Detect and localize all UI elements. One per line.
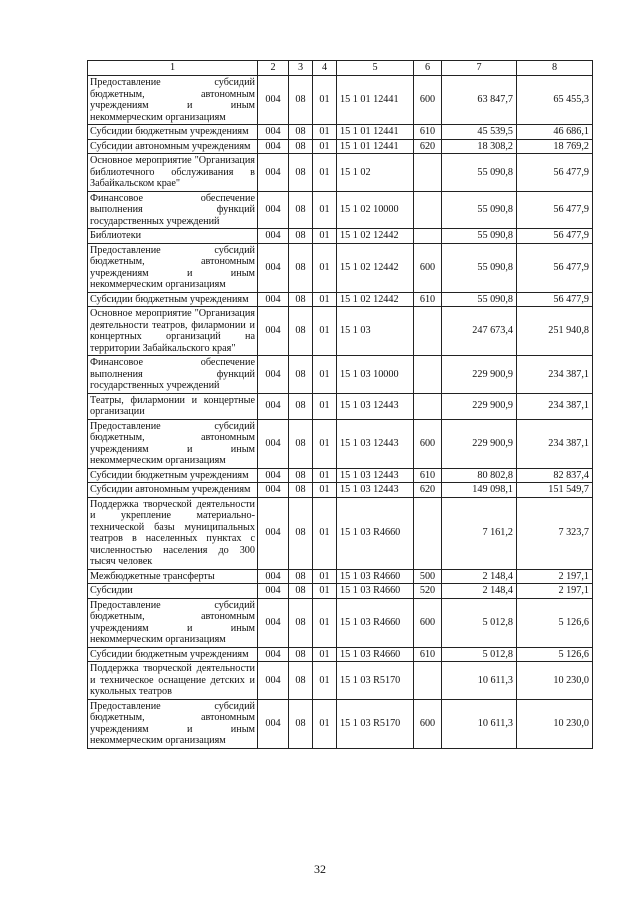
- target-article-code: 15 1 03 R4660: [337, 647, 414, 662]
- table-row: [88, 569, 593, 584]
- expense-type-code: 610: [414, 647, 442, 662]
- subsection-code: 01: [313, 584, 337, 599]
- subsection-code: 01: [313, 229, 337, 244]
- amount-year-1: 55 090,8: [442, 229, 517, 244]
- amount-year-2: 56 477,9: [517, 229, 593, 244]
- row-name: Поддержка творческой деятельности и техническое оснащение детских и кукольных театров: [88, 662, 258, 700]
- section-code: 08: [289, 292, 313, 307]
- target-article-code: 15 1 03 10000: [337, 356, 414, 394]
- target-article-code: 15 1 03 R4660: [337, 584, 414, 599]
- grbs-code: 004: [258, 569, 289, 584]
- target-article-code: 15 1 03 12443: [337, 419, 414, 468]
- section-code: 08: [289, 356, 313, 394]
- header-row: [88, 61, 593, 76]
- section-code: 08: [289, 569, 313, 584]
- section-code: 08: [289, 393, 313, 419]
- subsection-code: 01: [313, 598, 337, 647]
- amount-year-1: 229 900,9: [442, 356, 517, 394]
- table-row: [88, 598, 593, 647]
- subsection-code: 01: [313, 699, 337, 748]
- amount-year-1: 2 148,4: [442, 569, 517, 584]
- amount-year-1: 63 847,7: [442, 76, 517, 125]
- header-cell: 8: [517, 61, 593, 76]
- section-code: 08: [289, 191, 313, 229]
- table-body: [88, 76, 593, 749]
- subsection-code: 01: [313, 307, 337, 356]
- section-code: 08: [289, 419, 313, 468]
- row-name: Финансовое обеспечение выполнения функций государственных учреждений: [88, 191, 258, 229]
- amount-year-2: 2 197,1: [517, 569, 593, 584]
- grbs-code: 004: [258, 662, 289, 700]
- header-cell: 3: [289, 61, 313, 76]
- target-article-code: 15 1 01 12441: [337, 76, 414, 125]
- table-row: [88, 647, 593, 662]
- header-cell: 6: [414, 61, 442, 76]
- amount-year-1: 55 090,8: [442, 191, 517, 229]
- grbs-code: 004: [258, 139, 289, 154]
- table-row: [88, 292, 593, 307]
- table-row: [88, 139, 593, 154]
- table-row: [88, 662, 593, 700]
- subsection-code: 01: [313, 356, 337, 394]
- expense-type-code: 620: [414, 139, 442, 154]
- target-article-code: 15 1 03 R5170: [337, 662, 414, 700]
- section-code: 08: [289, 662, 313, 700]
- grbs-code: 004: [258, 356, 289, 394]
- table-row: [88, 497, 593, 569]
- grbs-code: 004: [258, 483, 289, 498]
- subsection-code: 01: [313, 125, 337, 140]
- target-article-code: 15 1 02 12442: [337, 243, 414, 292]
- grbs-code: 004: [258, 292, 289, 307]
- expense-type-code: [414, 393, 442, 419]
- grbs-code: 004: [258, 191, 289, 229]
- row-name: Предоставление субсидий бюджетным, автономным учреждениям и иным некоммерческим организациям: [88, 243, 258, 292]
- row-name: Основное мероприятие "Организация библиотечного обслуживания в Забайкальском крае": [88, 154, 258, 192]
- grbs-code: 004: [258, 699, 289, 748]
- expense-type-code: 600: [414, 699, 442, 748]
- amount-year-1: 2 148,4: [442, 584, 517, 599]
- subsection-code: 01: [313, 419, 337, 468]
- amount-year-2: 18 769,2: [517, 139, 593, 154]
- grbs-code: 004: [258, 497, 289, 569]
- section-code: 08: [289, 584, 313, 599]
- amount-year-2: 10 230,0: [517, 699, 593, 748]
- expense-type-code: 600: [414, 76, 442, 125]
- amount-year-1: 10 611,3: [442, 699, 517, 748]
- subsection-code: 01: [313, 243, 337, 292]
- amount-year-1: 55 090,8: [442, 243, 517, 292]
- grbs-code: 004: [258, 125, 289, 140]
- target-article-code: 15 1 03 12443: [337, 393, 414, 419]
- amount-year-2: 82 837,4: [517, 468, 593, 483]
- expense-type-code: [414, 154, 442, 192]
- target-article-code: 15 1 03 R4660: [337, 598, 414, 647]
- expense-type-code: 620: [414, 483, 442, 498]
- section-code: 08: [289, 468, 313, 483]
- amount-year-1: 5 012,8: [442, 598, 517, 647]
- row-name: Поддержка творческой деятельности и укрепление материально-технической базы муниципальных театров в населенных пунктах с численностью населения до 300 тысяч человек: [88, 497, 258, 569]
- table-row: [88, 125, 593, 140]
- subsection-code: 01: [313, 497, 337, 569]
- section-code: 08: [289, 497, 313, 569]
- amount-year-1: 80 802,8: [442, 468, 517, 483]
- target-article-code: 15 1 03: [337, 307, 414, 356]
- subsection-code: 01: [313, 468, 337, 483]
- amount-year-1: 5 012,8: [442, 647, 517, 662]
- grbs-code: 004: [258, 76, 289, 125]
- section-code: 08: [289, 483, 313, 498]
- amount-year-1: 55 090,8: [442, 292, 517, 307]
- row-name: Предоставление субсидий бюджетным, автономным учреждениям и иным некоммерческим организациям: [88, 419, 258, 468]
- row-name: Субсидии бюджетным учреждениям: [88, 647, 258, 662]
- section-code: 08: [289, 154, 313, 192]
- target-article-code: 15 1 03 12443: [337, 468, 414, 483]
- table-row: [88, 307, 593, 356]
- amount-year-2: 56 477,9: [517, 243, 593, 292]
- target-article-code: 15 1 03 12443: [337, 483, 414, 498]
- expense-type-code: [414, 356, 442, 394]
- grbs-code: 004: [258, 647, 289, 662]
- amount-year-1: 18 308,2: [442, 139, 517, 154]
- row-name: Театры, филармонии и концертные организации: [88, 393, 258, 419]
- expense-type-code: 600: [414, 598, 442, 647]
- grbs-code: 004: [258, 419, 289, 468]
- table-row: [88, 191, 593, 229]
- row-name: Субсидии автономным учреждениям: [88, 483, 258, 498]
- table-row: [88, 243, 593, 292]
- subsection-code: 01: [313, 483, 337, 498]
- row-name: Основное мероприятие "Организация деятельности театров, филармонии и концертных организаций на территории Забайкальского края": [88, 307, 258, 356]
- target-article-code: 15 1 03 R5170: [337, 699, 414, 748]
- target-article-code: 15 1 02: [337, 154, 414, 192]
- expense-type-code: 610: [414, 468, 442, 483]
- amount-year-1: 229 900,9: [442, 393, 517, 419]
- grbs-code: 004: [258, 229, 289, 244]
- expense-type-code: [414, 191, 442, 229]
- table-row: [88, 699, 593, 748]
- target-article-code: 15 1 02 12442: [337, 229, 414, 244]
- table-row: [88, 584, 593, 599]
- amount-year-2: 56 477,9: [517, 191, 593, 229]
- amount-year-2: 65 455,3: [517, 76, 593, 125]
- target-article-code: 15 1 03 R4660: [337, 497, 414, 569]
- row-name: Субсидии бюджетным учреждениям: [88, 468, 258, 483]
- grbs-code: 004: [258, 393, 289, 419]
- amount-year-2: 234 387,1: [517, 393, 593, 419]
- section-code: 08: [289, 307, 313, 356]
- section-code: 08: [289, 699, 313, 748]
- grbs-code: 004: [258, 243, 289, 292]
- subsection-code: 01: [313, 393, 337, 419]
- row-name: Финансовое обеспечение выполнения функций государственных учреждений: [88, 356, 258, 394]
- header-cell: 1: [88, 61, 258, 76]
- amount-year-1: 247 673,4: [442, 307, 517, 356]
- section-code: 08: [289, 76, 313, 125]
- table-row: [88, 76, 593, 125]
- section-code: 08: [289, 647, 313, 662]
- amount-year-2: 2 197,1: [517, 584, 593, 599]
- section-code: 08: [289, 125, 313, 140]
- budget-table: [87, 60, 593, 749]
- amount-year-2: 7 323,7: [517, 497, 593, 569]
- amount-year-1: 45 539,5: [442, 125, 517, 140]
- row-name: Предоставление субсидий бюджетным, автономным учреждениям и иным некоммерческим организациям: [88, 76, 258, 125]
- target-article-code: 15 1 02 10000: [337, 191, 414, 229]
- row-name: Библиотеки: [88, 229, 258, 244]
- amount-year-1: 55 090,8: [442, 154, 517, 192]
- table-row: [88, 154, 593, 192]
- amount-year-2: 56 477,9: [517, 292, 593, 307]
- table-row: [88, 468, 593, 483]
- grbs-code: 004: [258, 598, 289, 647]
- amount-year-2: 10 230,0: [517, 662, 593, 700]
- subsection-code: 01: [313, 662, 337, 700]
- row-name: Предоставление субсидий бюджетным, автономным учреждениям и иным некоммерческим организациям: [88, 598, 258, 647]
- table-row: [88, 419, 593, 468]
- expense-type-code: [414, 307, 442, 356]
- target-article-code: 15 1 01 12441: [337, 125, 414, 140]
- section-code: 08: [289, 139, 313, 154]
- section-code: 08: [289, 243, 313, 292]
- amount-year-2: 234 387,1: [517, 419, 593, 468]
- subsection-code: 01: [313, 647, 337, 662]
- subsection-code: 01: [313, 139, 337, 154]
- grbs-code: 004: [258, 584, 289, 599]
- expense-type-code: 610: [414, 292, 442, 307]
- header-cell: 2: [258, 61, 289, 76]
- target-article-code: 15 1 02 12442: [337, 292, 414, 307]
- table-row: [88, 483, 593, 498]
- expense-type-code: 600: [414, 243, 442, 292]
- row-name: Предоставление субсидий бюджетным, автономным учреждениям и иным некоммерческим организациям: [88, 699, 258, 748]
- amount-year-2: 234 387,1: [517, 356, 593, 394]
- expense-type-code: 610: [414, 125, 442, 140]
- target-article-code: 15 1 01 12441: [337, 139, 414, 154]
- grbs-code: 004: [258, 154, 289, 192]
- amount-year-1: 7 161,2: [442, 497, 517, 569]
- row-name: Субсидии бюджетным учреждениям: [88, 125, 258, 140]
- amount-year-2: 151 549,7: [517, 483, 593, 498]
- expense-type-code: 600: [414, 419, 442, 468]
- header-cell: 4: [313, 61, 337, 76]
- table-row: [88, 393, 593, 419]
- amount-year-2: 251 940,8: [517, 307, 593, 356]
- amount-year-2: 46 686,1: [517, 125, 593, 140]
- row-name: Межбюджетные трансферты: [88, 569, 258, 584]
- amount-year-2: 5 126,6: [517, 647, 593, 662]
- amount-year-1: 149 098,1: [442, 483, 517, 498]
- section-code: 08: [289, 229, 313, 244]
- expense-type-code: 520: [414, 584, 442, 599]
- amount-year-1: 229 900,9: [442, 419, 517, 468]
- table-row: [88, 229, 593, 244]
- header-cell: 7: [442, 61, 517, 76]
- subsection-code: 01: [313, 154, 337, 192]
- target-article-code: 15 1 03 R4660: [337, 569, 414, 584]
- page-number: 32: [314, 862, 326, 876]
- subsection-code: 01: [313, 292, 337, 307]
- expense-type-code: [414, 662, 442, 700]
- grbs-code: 004: [258, 307, 289, 356]
- header-cell: 5: [337, 61, 414, 76]
- amount-year-2: 56 477,9: [517, 154, 593, 192]
- expense-type-code: [414, 229, 442, 244]
- row-name: Субсидии: [88, 584, 258, 599]
- amount-year-1: 10 611,3: [442, 662, 517, 700]
- expense-type-code: 500: [414, 569, 442, 584]
- amount-year-2: 5 126,6: [517, 598, 593, 647]
- row-name: Субсидии автономным учреждениям: [88, 139, 258, 154]
- section-code: 08: [289, 598, 313, 647]
- subsection-code: 01: [313, 76, 337, 125]
- row-name: Субсидии бюджетным учреждениям: [88, 292, 258, 307]
- grbs-code: 004: [258, 468, 289, 483]
- subsection-code: 01: [313, 569, 337, 584]
- subsection-code: 01: [313, 191, 337, 229]
- table-row: [88, 356, 593, 394]
- expense-type-code: [414, 497, 442, 569]
